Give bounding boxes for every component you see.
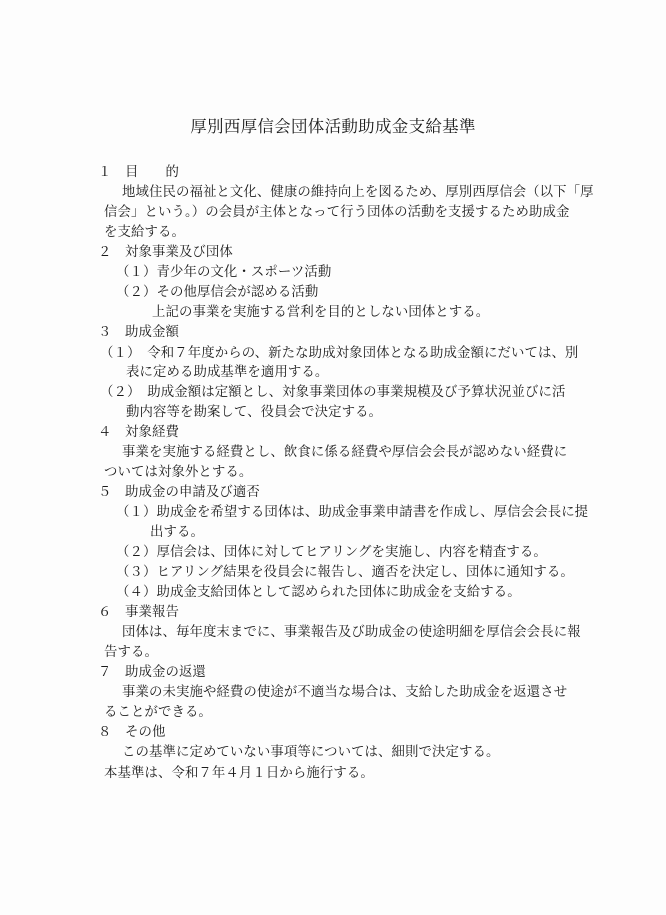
section-4-heading: ４ 対象経費 bbox=[98, 425, 179, 440]
section-1-body-line-2: 信会」という。）の会員が主体となって行う団体の活動を支援するため助成金 bbox=[104, 205, 570, 220]
section-7-body-line-2: ることができる。 bbox=[104, 705, 212, 720]
section-6-body-line-2: 告する。 bbox=[104, 645, 158, 660]
document-title: 厚別西厚信会団体活動助成金支給基準 bbox=[190, 117, 476, 136]
section-3-heading: ３ 助成金額 bbox=[98, 325, 179, 340]
section-5-item-3: （３）ヒアリング結果を役員会に報告し、適否を決定し、団体に通知する。 bbox=[116, 565, 574, 580]
section-6-heading: ６ 事業報告 bbox=[98, 605, 179, 620]
section-6-body-line-1: 団体は、毎年度末までに、事業報告及び助成金の使途明細を厚信会会長に報 bbox=[122, 625, 581, 640]
effective-date-statement: 本基準は、令和７年４月１日から施行する。 bbox=[104, 766, 374, 781]
section-3-item-1-line-1: （１） 令和７年度からの、新たな助成対象団体となる助成金額にだいては、別 bbox=[100, 346, 579, 361]
section-3-item-2-line-1: （２） 助成金額は定額とし、対象事業団体の事業規模及び予算状況並びに活 bbox=[100, 385, 566, 400]
section-5-item-1-line-1: （１）助成金を希望する団体は、助成金事業申請書を作成し、厚信会会長に提 bbox=[116, 505, 589, 520]
section-7-body-line-1: 事業の未実施や経費の使途が不適当な場合は、支給した助成金を返還させ bbox=[122, 685, 568, 700]
section-8-heading: ８ その他 bbox=[98, 725, 166, 740]
section-5-item-2: （２）厚信会は、団体に対してヒアリングを実施し、内容を精査する。 bbox=[116, 545, 547, 560]
section-2-item-2: （２）その他厚信会が認める活動 bbox=[116, 285, 319, 300]
section-1-body-line-3: を支給する。 bbox=[104, 225, 185, 240]
section-7-heading: ７ 助成金の返還 bbox=[98, 665, 206, 680]
section-3-item-2-line-2: 動内容等を勘案して、役員会で決定する。 bbox=[126, 405, 383, 420]
section-1-heading: １ 目 的 bbox=[98, 165, 179, 180]
section-8-body: この基準に定めていない事項等については、細則で決定する。 bbox=[122, 745, 500, 760]
section-2-note: 上記の事業を実施する営利を目的としない団体とする。 bbox=[152, 305, 490, 320]
section-5-item-4: （４）助成金支給団体として認められた団体に助成金を支給する。 bbox=[116, 585, 521, 600]
section-5-item-1-line-2: 出する。 bbox=[150, 525, 204, 540]
section-3-item-1-line-2: 表に定める助成基準を適用する。 bbox=[126, 365, 329, 380]
section-4-body-line-2: ついては対象外とする。 bbox=[104, 465, 253, 480]
section-5-heading: ５ 助成金の申請及び適否 bbox=[98, 485, 260, 500]
section-2-heading: ２ 対象事業及び団体 bbox=[98, 245, 233, 260]
section-2-item-1: （１）青少年の文化・スポーツ活動 bbox=[116, 265, 332, 280]
section-1-body-line-1: 地域住民の福祉と文化、健康の維持向上を図るため、厚別西厚信会（以下「厚 bbox=[122, 185, 594, 200]
section-4-body-line-1: 事業を実施する経費とし、飲食に係る経費や厚信会会長が認めない経費に bbox=[122, 445, 568, 460]
